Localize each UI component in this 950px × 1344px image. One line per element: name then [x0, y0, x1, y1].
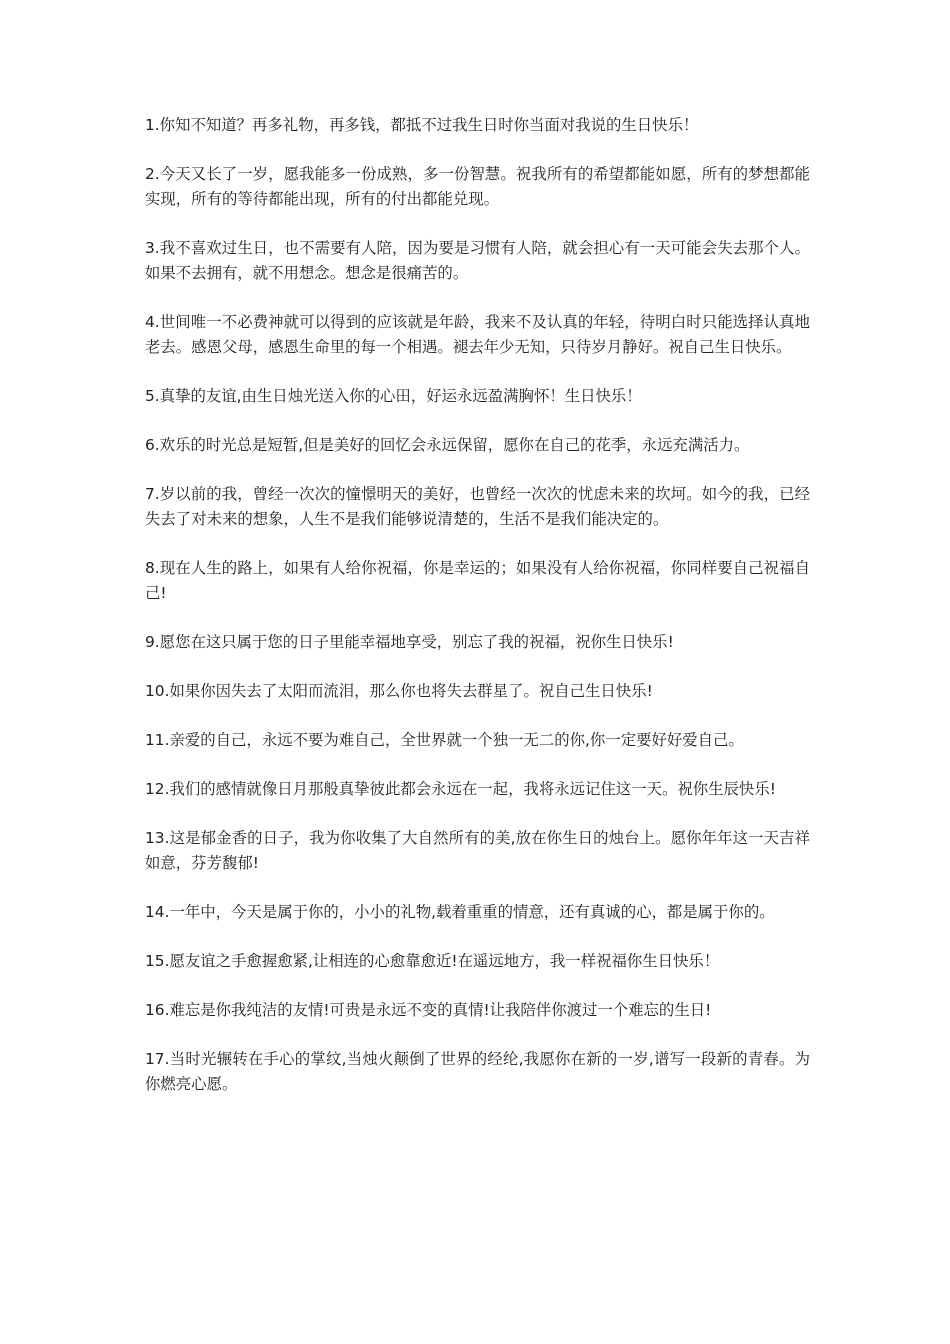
paragraph-3: 3.我不喜欢过生日，也不需要有人陪，因为要是习惯有人陪，就会担心有一天可能会失去那个人。如果不去拥有，就不用想念。想念是很痛苦的。	[145, 239, 810, 282]
paragraph-6: 6.欢乐的时光总是短暂,但是美好的回忆会永远保留，愿你在自己的花季，永远充满活力。	[145, 436, 750, 454]
paragraph-9: 9.愿您在这只属于您的日子里能幸福地享受，别忘了我的祝福，祝你生日快乐!	[145, 633, 674, 651]
paragraph-16: 16.难忘是你我纯洁的友情!可贵是永远不变的真情!让我陪伴你渡过一个难忘的生日!	[145, 1001, 712, 1019]
paragraph-7: 7.岁以前的我，曾经一次次的憧憬明天的美好，也曾经一次次的忧虑未来的坎坷。如今的我，已经失去了对未来的想象，人生不是我们能够说清楚的，生活不是我们能决定的。	[145, 485, 810, 528]
paragraph-10: 10.如果你因失去了太阳而流泪，那么你也将失去群星了。祝自己生日快乐!	[145, 682, 653, 700]
paragraph-17: 17.当时光辗转在手心的掌纹,当烛火颠倒了世界的经纶,我愿你在新的一岁,谱写一段新的青春。为你燃亮心愿。	[145, 1050, 810, 1093]
paragraph-4: 4.世间唯一不必费神就可以得到的应该就是年龄，我来不及认真的年轻，待明白时只能选择认真地老去。感恩父母，感恩生命里的每一个相遇。褪去年少无知，只待岁月静好。祝自己生日快乐。	[145, 313, 810, 356]
paragraph-15: 15.愿友谊之手愈握愈紧,让相连的心愈靠愈近!在遥远地方，我一样祝福你生日快乐！	[145, 952, 720, 970]
paragraph-13: 13.这是郁金香的日子，我为你收集了大自然所有的美,放在你生日的烛台上。愿你年年这一天吉祥如意，芬芳馥郁!	[145, 829, 810, 872]
paragraph-5: 5.真挚的友谊,由生日烛光送入你的心田，好运永远盈满胸怀！生日快乐！	[145, 387, 642, 405]
paragraph-14: 14.一年中，今天是属于你的，小小的礼物,载着重重的情意，还有真诚的心，都是属于你的。	[145, 903, 775, 921]
paragraph-2: 2.今天又长了一岁，愿我能多一份成熟，多一份智慧。祝我所有的希望都能如愿，所有的梦想都能实现，所有的等待都能出现，所有的付出都能兑现。	[145, 165, 810, 208]
paragraph-8: 8.现在人生的路上，如果有人给你祝福，你是幸运的；如果没有人给你祝福，你同样要自己祝福自己!	[145, 559, 810, 602]
paragraph-11: 11.亲爱的自己，永远不要为难自己，全世界就一个独一无二的你,你一定要好好爱自己。	[145, 731, 744, 749]
paragraph-1: 1.你知不知道？再多礼物，再多钱，都抵不过我生日时你当面对我说的生日快乐！	[145, 116, 699, 134]
document-body	[145, 113, 810, 1121]
paragraph-12: 12.我们的感情就像日月那般真挚彼此都会永远在一起，我将永远记住这一天。祝你生辰快乐!	[145, 780, 776, 798]
